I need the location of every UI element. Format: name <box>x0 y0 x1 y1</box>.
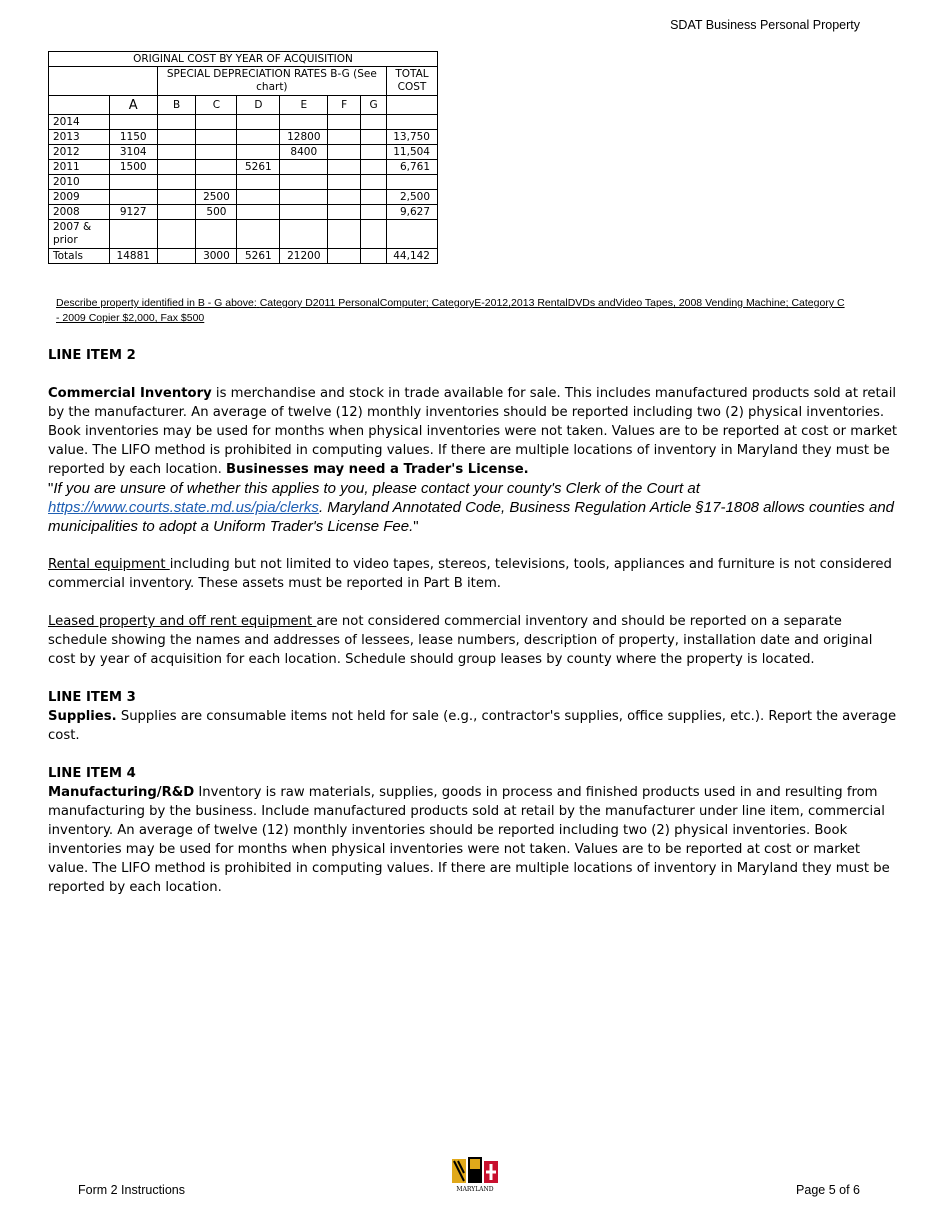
column-header-b: B <box>157 96 196 115</box>
cell-total <box>386 175 437 190</box>
cell-total: 11,504 <box>386 145 437 160</box>
table-row <box>49 220 438 249</box>
cell-a: 9127 <box>109 205 157 220</box>
traders-license-quote <box>48 479 898 536</box>
cell-b <box>157 160 196 175</box>
cell-c: 2500 <box>196 190 237 205</box>
cell-c <box>196 175 237 190</box>
row-year: 2013 <box>49 130 110 145</box>
traders-license-note: Businesses may need a Trader's License. <box>226 462 529 477</box>
leased-property-text: are not considered commercial inventory and should be reported on a separate schedule showing the names and addresses of lessees, lease numbers, description of property, installation date and original cost by year of acquisition for each location. Schedule should group leases by county where the property is located. <box>48 614 873 667</box>
cell-e <box>280 190 328 205</box>
cell-d <box>237 190 280 205</box>
acquisition-cost-table <box>48 51 438 264</box>
total-cost-header: TOTAL COST <box>386 67 437 96</box>
cell-c: 500 <box>196 205 237 220</box>
cell-f <box>328 175 361 190</box>
supplies-text: Supplies are consumable items not held for sale (e.g., contractor's supplies, office supplies, etc.). Report the average cost. <box>48 709 897 743</box>
row-year: 2007 & prior <box>49 220 110 249</box>
cell-b <box>157 249 196 264</box>
leased-property-term: Leased property and off rent equipment <box>48 614 317 629</box>
cell-d: 5261 <box>237 160 280 175</box>
column-header-c: C <box>196 96 237 115</box>
supplies-paragraph <box>48 707 898 745</box>
cell-e: 12800 <box>280 130 328 145</box>
manufacturing-text: Inventory is raw materials, supplies, goods in process and finished products used in and resulting from manufacturing by the business. Include manufactured products sold at retail by the manufacturer under line item, commercial inventory. An average of twelve (12) monthly inventories should be reported including two (2) physical inventories. Book inventories may be used for months when physical inventories were not taken. Values are to be reported at cost or market value. The LIFO method is prohibited in computing values. If there are multiple locations of inventory in Maryland they must be reported by each location. <box>48 785 890 895</box>
cell-a: 14881 <box>109 249 157 264</box>
cell-g <box>361 249 387 264</box>
quote-text-1: If you are unsure of whether this applies to you, please contact your county's Clerk of the Court at <box>53 480 700 497</box>
cell-total: 6,761 <box>386 160 437 175</box>
cell-b <box>157 145 196 160</box>
cell-a: 1500 <box>109 160 157 175</box>
clerks-link[interactable]: https://www.courts.state.md.us/pia/clerks <box>48 499 319 516</box>
cell-b <box>157 190 196 205</box>
cell-total <box>386 115 437 130</box>
special-depreciation-header: SPECIAL DEPRECIATION RATES B-G (See chart) <box>157 67 386 96</box>
cell-b <box>157 115 196 130</box>
rental-equipment-term: Rental equipment <box>48 557 170 572</box>
cell-a <box>109 175 157 190</box>
cell-d <box>237 220 280 249</box>
table-row <box>49 130 438 145</box>
property-description <box>56 296 846 326</box>
quote-open: " <box>48 480 54 497</box>
line-item-2-section <box>48 346 898 897</box>
line-item-4-heading: LINE ITEM 4 <box>48 766 136 781</box>
column-header-g: G <box>361 96 387 115</box>
cell-a: 3104 <box>109 145 157 160</box>
cell-f <box>328 145 361 160</box>
page-header-title: SDAT Business Personal Property <box>670 18 860 32</box>
cell-f <box>328 190 361 205</box>
line-item-3-heading: LINE ITEM 3 <box>48 690 136 705</box>
maryland-logo <box>448 1155 502 1193</box>
manufacturing-paragraph <box>48 783 898 897</box>
column-header-e: E <box>280 96 328 115</box>
cell-g <box>361 220 387 249</box>
cell-e <box>280 220 328 249</box>
row-year: 2010 <box>49 175 110 190</box>
cell-e <box>280 175 328 190</box>
table-row <box>49 175 438 190</box>
cell-total <box>386 220 437 249</box>
column-header-a: A <box>109 96 157 115</box>
quote-text-2: . Maryland Annotated Code, Business Regulation Article §17-1808 allows counties and municipalities to adopt a Uniform Trader's License Fee. <box>48 499 895 535</box>
cell-b <box>157 175 196 190</box>
cell-g <box>361 145 387 160</box>
cell-total: 9,627 <box>386 205 437 220</box>
cell-g <box>361 175 387 190</box>
cell-total: 13,750 <box>386 130 437 145</box>
cell-g <box>361 115 387 130</box>
cell-c <box>196 130 237 145</box>
cell-g <box>361 205 387 220</box>
footer-form-name: Form 2 Instructions <box>78 1183 185 1197</box>
row-year: 2014 <box>49 115 110 130</box>
table-row <box>49 145 438 160</box>
cell-total: 44,142 <box>386 249 437 264</box>
cell-e <box>280 205 328 220</box>
commercial-inventory-term: Commercial Inventory <box>48 386 212 401</box>
cell-e: 21200 <box>280 249 328 264</box>
cell-a <box>109 115 157 130</box>
cell-c <box>196 145 237 160</box>
cell-f <box>328 205 361 220</box>
cell-f <box>328 249 361 264</box>
rental-equipment-paragraph <box>48 555 898 593</box>
row-year: 2009 <box>49 190 110 205</box>
quote-close: " <box>413 518 419 535</box>
cell-a: 1150 <box>109 130 157 145</box>
row-year: 2012 <box>49 145 110 160</box>
cell-d <box>237 145 280 160</box>
cell-e: 8400 <box>280 145 328 160</box>
column-header-f: F <box>328 96 361 115</box>
commercial-inventory-text: is merchandise and stock in trade available for sale. This includes manufactured products sold at retail by the manufacturer. An average of twelve (12) monthly inventories should be reported including two (2) physical inventories. Book inventories may be used for months when physical inventories were not taken. Values are to be reported at cost or market value. The LIFO method is prohibited in computing values. If there are multiple locations of inventory in Maryland they must be reported by each location. <box>48 386 898 477</box>
row-year: Totals <box>49 249 110 264</box>
cell-f <box>328 115 361 130</box>
cell-total: 2,500 <box>386 190 437 205</box>
cell-g <box>361 190 387 205</box>
cell-a <box>109 190 157 205</box>
cell-b <box>157 130 196 145</box>
cell-c <box>196 115 237 130</box>
cell-d <box>237 115 280 130</box>
manufacturing-term: Manufacturing/R&D <box>48 785 195 800</box>
cell-e <box>280 160 328 175</box>
cell-a <box>109 220 157 249</box>
cell-f <box>328 130 361 145</box>
row-year: 2011 <box>49 160 110 175</box>
table-title: ORIGINAL COST BY YEAR OF ACQUISITION <box>49 52 438 67</box>
cell-e <box>280 115 328 130</box>
cell-c <box>196 220 237 249</box>
cell-b <box>157 205 196 220</box>
rental-equipment-text: including but not limited to video tapes, stereos, televisions, tools, appliances and furniture is not considered commercial inventory. These assets must be reported in Part B item. <box>48 557 892 591</box>
describe-label: Describe property identified in B - G above: <box>56 297 257 309</box>
describe-text: Category D2011 PersonalComputer; CategoryE-2012,2013 RentalDVDs andVideo Tapes, 2008 Vending Machine; Category C - 2009 Copier $2,000, Fax $500 <box>56 297 845 324</box>
table-body <box>49 115 438 264</box>
leased-property-paragraph <box>48 612 898 669</box>
line-item-2-heading: LINE ITEM 2 <box>48 348 136 363</box>
footer-page-number: Page 5 of 6 <box>796 1183 860 1197</box>
cell-d <box>237 205 280 220</box>
commercial-inventory-paragraph <box>48 384 898 479</box>
cell-d <box>237 130 280 145</box>
table-row <box>49 115 438 130</box>
cell-g <box>361 130 387 145</box>
cell-d: 5261 <box>237 249 280 264</box>
table-row <box>49 160 438 175</box>
table-row <box>49 205 438 220</box>
cell-f <box>328 160 361 175</box>
logo-text: MARYLAND <box>456 1186 494 1193</box>
table-row <box>49 249 438 264</box>
table-row <box>49 190 438 205</box>
supplies-term: Supplies. <box>48 709 117 724</box>
cell-c <box>196 160 237 175</box>
row-year: 2008 <box>49 205 110 220</box>
cell-d <box>237 175 280 190</box>
cell-c: 3000 <box>196 249 237 264</box>
column-header-d: D <box>237 96 280 115</box>
cell-g <box>361 160 387 175</box>
cell-b <box>157 220 196 249</box>
cell-f <box>328 220 361 249</box>
